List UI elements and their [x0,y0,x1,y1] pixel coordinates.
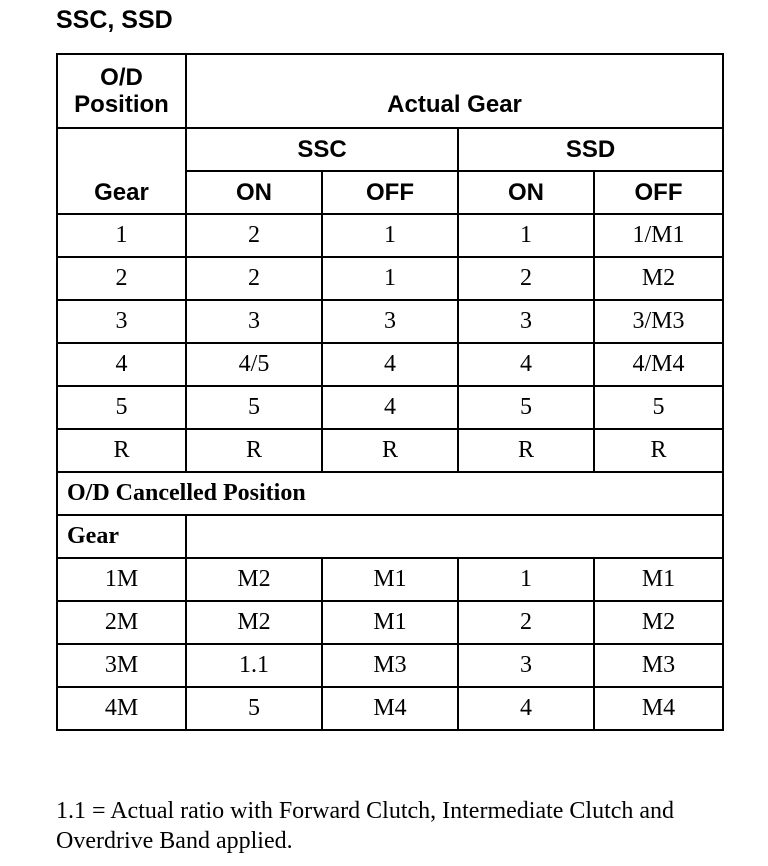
ssc-on-cell: 2 [186,214,322,257]
table-row [57,644,723,687]
gear-cell: 2M [57,601,186,644]
ssd-off-cell: M2 [594,257,723,300]
ssd-off-cell: R [594,429,723,472]
section-title-row [57,472,723,515]
cancelled-empty-cell [186,515,723,558]
ssd-on-cell: 4 [458,687,594,730]
ssc-off-cell: M4 [322,687,458,730]
ssc-off-cell: 3 [322,300,458,343]
table-row [57,601,723,644]
section-gear-row [57,515,723,558]
ssd-on-cell: 4 [458,343,594,386]
od-position-line2: Position [74,91,169,118]
ssd-off-cell: M1 [594,558,723,601]
ssc-header: SSC [186,128,458,171]
gear-cell: 1M [57,558,186,601]
ssc-off-cell: 1 [322,257,458,300]
gear-cell: 4M [57,687,186,730]
ssd-off-cell: M3 [594,644,723,687]
cancelled-gear-label: Gear [57,515,186,558]
gear-cell: 4 [57,343,186,386]
ssd-on-cell: 2 [458,257,594,300]
ssd-on-header: ON [458,171,594,214]
ssc-off-cell: M3 [322,644,458,687]
ssd-on-cell: 1 [458,214,594,257]
table-row [57,300,723,343]
table-row [57,343,723,386]
gear-cell: 1 [57,214,186,257]
table-row [57,558,723,601]
header-row-1 [57,54,723,128]
ssd-on-cell: 3 [458,300,594,343]
gear-cell: 3M [57,644,186,687]
ssd-on-cell: 2 [458,601,594,644]
ssc-off-cell: 1 [322,214,458,257]
ssd-on-cell: R [458,429,594,472]
ssd-off-cell: M2 [594,601,723,644]
ssc-on-cell: M2 [186,601,322,644]
ssd-off-cell: 5 [594,386,723,429]
ssd-on-cell: 1 [458,558,594,601]
table-row [57,687,723,730]
ssc-on-cell: R [186,429,322,472]
ssd-off-cell: 4/M4 [594,343,723,386]
ssc-off-cell: M1 [322,558,458,601]
table-row [57,429,723,472]
ssc-off-header: OFF [322,171,458,214]
ssc-off-cell: R [322,429,458,472]
table-row [57,214,723,257]
ssd-on-cell: 5 [458,386,594,429]
ssd-off-header: OFF [594,171,723,214]
gear-header: Gear [57,128,186,214]
footnote: 1.1 = Actual ratio with Forward Clutch, Intermediate Clutch and Overdrive Band applied. [56,798,675,854]
ssd-on-cell: 3 [458,644,594,687]
header-row-2 [57,128,723,171]
gear-cell: 5 [57,386,186,429]
ssc-on-header: ON [186,171,322,214]
gear-table [56,53,724,731]
ssc-off-cell: 4 [322,343,458,386]
ssc-on-cell: 5 [186,687,322,730]
ssc-on-cell: 3 [186,300,322,343]
ssc-off-cell: 4 [322,386,458,429]
ssc-on-cell: 5 [186,386,322,429]
ssd-off-cell: M4 [594,687,723,730]
ssc-on-cell: 2 [186,257,322,300]
table-row [57,386,723,429]
page-title: SSC, SSD [56,6,173,34]
gear-cell: 3 [57,300,186,343]
gear-cell: R [57,429,186,472]
cancelled-section-title: O/D Cancelled Position [57,472,723,515]
table-row [57,257,723,300]
ssd-off-cell: 3/M3 [594,300,723,343]
od-position-line1: O/D [100,64,143,91]
ssc-on-cell: 1.1 [186,644,322,687]
ssd-header: SSD [458,128,723,171]
ssd-off-cell: 1/M1 [594,214,723,257]
ssc-off-cell: M1 [322,601,458,644]
actual-gear-header: Actual Gear [186,54,723,128]
gear-cell: 2 [57,257,186,300]
ssc-on-cell: M2 [186,558,322,601]
ssc-on-cell: 4/5 [186,343,322,386]
od-position-header [57,54,186,128]
